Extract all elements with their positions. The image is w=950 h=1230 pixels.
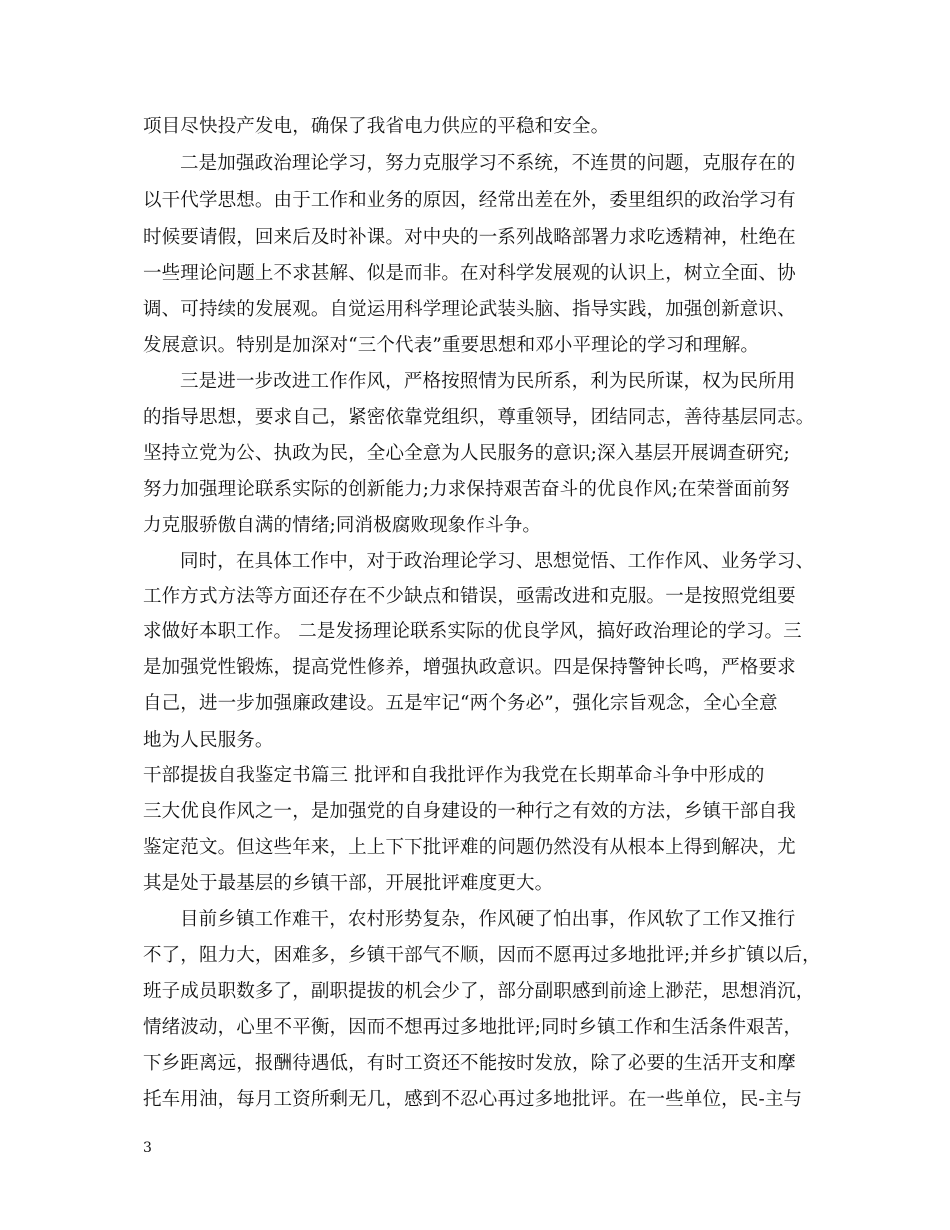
text-line: 时候要请假，回来后及时补课。对中央的一系列战略部署力求吃透精神，杜绝在 [143, 227, 796, 248]
text-line: 其是处于最基层的乡镇干部，开展批评难度更大。 [143, 873, 554, 894]
text-line: 调、可持续的发展观。自觉运用科学理论武装头脑、指导实践，加强创新意识、 [143, 299, 796, 320]
text-line: 地为人民服务。 [143, 730, 274, 751]
text-line: 三是进一步改进工作作风，严格按照情为民所系，利为民所谋，权为民所用 [180, 371, 796, 392]
text-line: 以干代学思想。由于工作和业务的原因，经常出差在外，委里组织的政治学习有 [143, 190, 796, 211]
text-line: 目前乡镇工作难干，农村形势复杂，作风硬了怕出事，作风软了工作又推行 [180, 909, 796, 930]
text-line: 下乡距离远，报酬待遇低，有时工资还不能按时发放，除了必要的生活开支和摩 [143, 1053, 796, 1074]
text-line: 班子成员职数多了，副职提拔的机会少了，部分副职感到前途上渺茫，思想消沉， [143, 981, 815, 1002]
text-line: 鉴定范文。但这些年来，上上下下批评难的问题仍然没有从根本上得到解决，尤 [143, 837, 796, 858]
text-line: 力克服骄傲自满的情绪;同消极腐败现象作斗争。 [143, 515, 542, 536]
text-line: 不了，阻力大，困难多，乡镇干部气不顺，因而不愿再过多地批评;并乡扩镇以后， [143, 945, 821, 966]
text-line: 同时，在具体工作中，对于政治理论学习、思想觉悟、工作作风、业务学习、 [180, 551, 815, 572]
text-line: 项目尽快投产发电，确保了我省电力供应的平稳和安全。 [143, 116, 610, 137]
text-line: 二是加强政治理论学习，努力克服学习不系统，不连贯的问题，克服存在的 [180, 153, 796, 174]
text-line: 坚持立党为公、执政为民，全心全意为人民服务的意识;深入基层开展调查研究; [143, 443, 790, 464]
text-line: 工作方式方法等方面还存在不少缺点和错误，亟需改进和克服。一是按照党组要 [143, 586, 796, 607]
text-line: 求做好本职工作。 二是发扬理论联系实际的优良学风，搞好政治理论的学习。三 [143, 621, 802, 642]
text-line: 努力加强理论联系实际的创新能力;力求保持艰苦奋斗的优良作风;在荣誉面前努 [143, 479, 790, 500]
text-line: 发展意识。特别是加深对“三个代表”重要思想和邓小平理论的学习和理解。 [143, 335, 760, 356]
text-line: 干部提拔自我鉴定书篇三 批评和自我批评作为我党在长期革命斗争中形成的 [143, 765, 765, 786]
text-line: 托车用油，每月工资所剩无几，感到不忍心再过多地批评。在一些单位，民-主与 [143, 1089, 803, 1110]
text-line: 自己，进一步加强廉政建设。五是牢记“两个务必”，强化宗旨观念，全心全意 [143, 693, 778, 714]
page-number: 3 [143, 1140, 152, 1156]
text-line: 的指导思想，要求自己，紧密依靠党组织，尊重领导，团结同志，善待基层同志。 [143, 407, 815, 428]
text-line: 一些理论问题上不求甚解、似是而非。在对科学发展观的认识上，树立全面、协 [143, 263, 796, 284]
text-line: 情绪波动，心里不平衡，因而不想再过多地批评;同时乡镇工作和生活条件艰苦， [143, 1017, 803, 1038]
text-line: 是加强党性锻炼，提高党性修养，增强执政意识。四是保持警钟长鸣，严格要求 [143, 657, 796, 678]
text-line: 三大优良作风之一，是加强党的自身建设的一种行之有效的方法，乡镇干部自我 [143, 801, 796, 822]
